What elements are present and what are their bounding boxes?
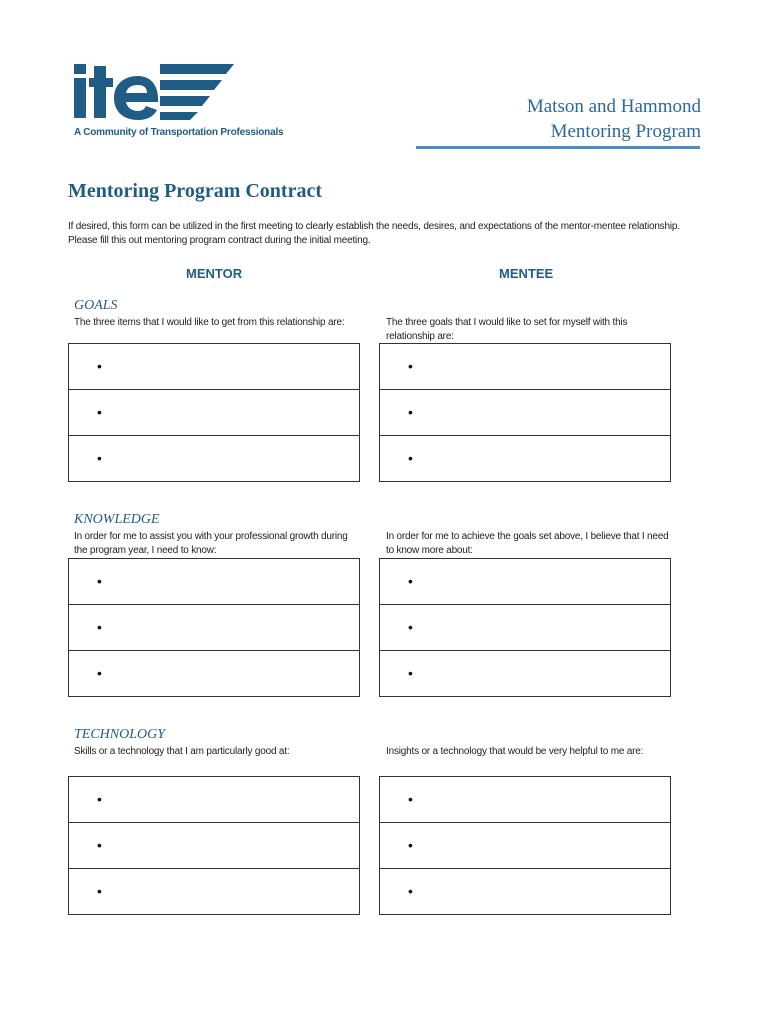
bullet: • (408, 619, 413, 635)
logo-tagline: A Community of Transportation Professionals (74, 127, 284, 138)
technology-mentee-entry-1[interactable] (380, 777, 670, 823)
bullet: • (408, 450, 413, 466)
technology-mentee-entry-2[interactable] (380, 823, 670, 869)
technology-mentee-box (379, 776, 671, 915)
bullet: • (408, 358, 413, 374)
goals-mentor-prompt: The three items that I would like to get from this relationship are: (74, 317, 345, 328)
mentee-column-heading: MENTEE (499, 266, 554, 281)
bullet: • (97, 573, 102, 589)
bullet: • (97, 619, 102, 635)
knowledge-mentor-prompt-line2: the program year, I need to know: (74, 545, 217, 556)
goals-mentee-prompt-line2: relationship are: (386, 331, 454, 342)
goals-mentee-prompt (386, 316, 676, 344)
technology-mentor-entry-1[interactable] (69, 777, 359, 823)
knowledge-mentee-prompt-line2: to know more about: (386, 545, 473, 556)
program-name (527, 94, 701, 144)
knowledge-mentee-entry-2[interactable] (380, 605, 670, 651)
knowledge-mentee-entry-1[interactable] (380, 559, 670, 605)
knowledge-mentor-entry-2[interactable] (69, 605, 359, 651)
technology-mentee-prompt: Insights or a technology that would be very helpful to me are: (386, 746, 644, 757)
bullet: • (97, 837, 102, 853)
bullet: • (408, 665, 413, 681)
section-label-knowledge: KNOWLEDGE (74, 512, 160, 527)
mentor-column-heading: MENTOR (186, 266, 243, 281)
goals-mentor-entry-3[interactable] (69, 436, 359, 481)
knowledge-mentor-prompt (74, 530, 374, 558)
knowledge-mentor-box (68, 558, 360, 697)
bullet: • (97, 358, 102, 374)
knowledge-mentor-prompt-line1: In order for me to assist you with your professional growth during (74, 531, 348, 542)
bullet: • (408, 573, 413, 589)
knowledge-mentor-entry-3[interactable] (69, 651, 359, 696)
bullet: • (408, 883, 413, 899)
goals-mentee-box (379, 343, 671, 482)
program-divider (416, 146, 700, 149)
bullet: • (97, 883, 102, 899)
goals-mentor-entry-2[interactable] (69, 390, 359, 436)
technology-mentor-prompt: Skills or a technology that I am particularly good at: (74, 746, 290, 757)
knowledge-mentee-box (379, 558, 671, 697)
goals-mentor-entry-1[interactable] (69, 344, 359, 390)
technology-mentor-entry-2[interactable] (69, 823, 359, 869)
bullet: • (408, 837, 413, 853)
goals-mentee-entry-2[interactable] (380, 390, 670, 436)
bullet: • (97, 450, 102, 466)
technology-mentee-entry-3[interactable] (380, 869, 670, 914)
section-label-goals: GOALS (74, 298, 118, 313)
knowledge-mentor-entry-1[interactable] (69, 559, 359, 605)
goals-mentee-entry-3[interactable] (380, 436, 670, 481)
page-title: Mentoring Program Contract (68, 180, 323, 202)
technology-mentor-entry-3[interactable] (69, 869, 359, 914)
program-name-line2: Mentoring Program (550, 121, 701, 142)
bullet: • (97, 791, 102, 807)
program-name-line1: Matson and Hammond (526, 96, 701, 117)
logo-text: ite (74, 62, 76, 63)
section-label-technology: TECHNOLOGY (74, 727, 166, 742)
goals-mentee-entry-1[interactable] (380, 344, 670, 390)
bullet: • (408, 404, 413, 420)
bullet: • (408, 791, 413, 807)
intro-text: If desired, this form can be utilized in the first meeting to clearly establish the needs, desires, and expectations of the mentor-mentee relationship. Please fill this out mentoring program contract during the initial meeting. (68, 221, 680, 246)
knowledge-mentee-entry-3[interactable] (380, 651, 670, 696)
goals-mentee-prompt-line1: The three goals that I would like to set for myself with this (386, 317, 628, 328)
knowledge-mentee-prompt (386, 530, 686, 558)
technology-mentor-box (68, 776, 360, 915)
bullet: • (97, 665, 102, 681)
goals-mentor-box (68, 343, 360, 482)
knowledge-mentee-prompt-line1: In order for me to achieve the goals set above, I believe that I need (386, 531, 669, 542)
bullet: • (97, 404, 102, 420)
